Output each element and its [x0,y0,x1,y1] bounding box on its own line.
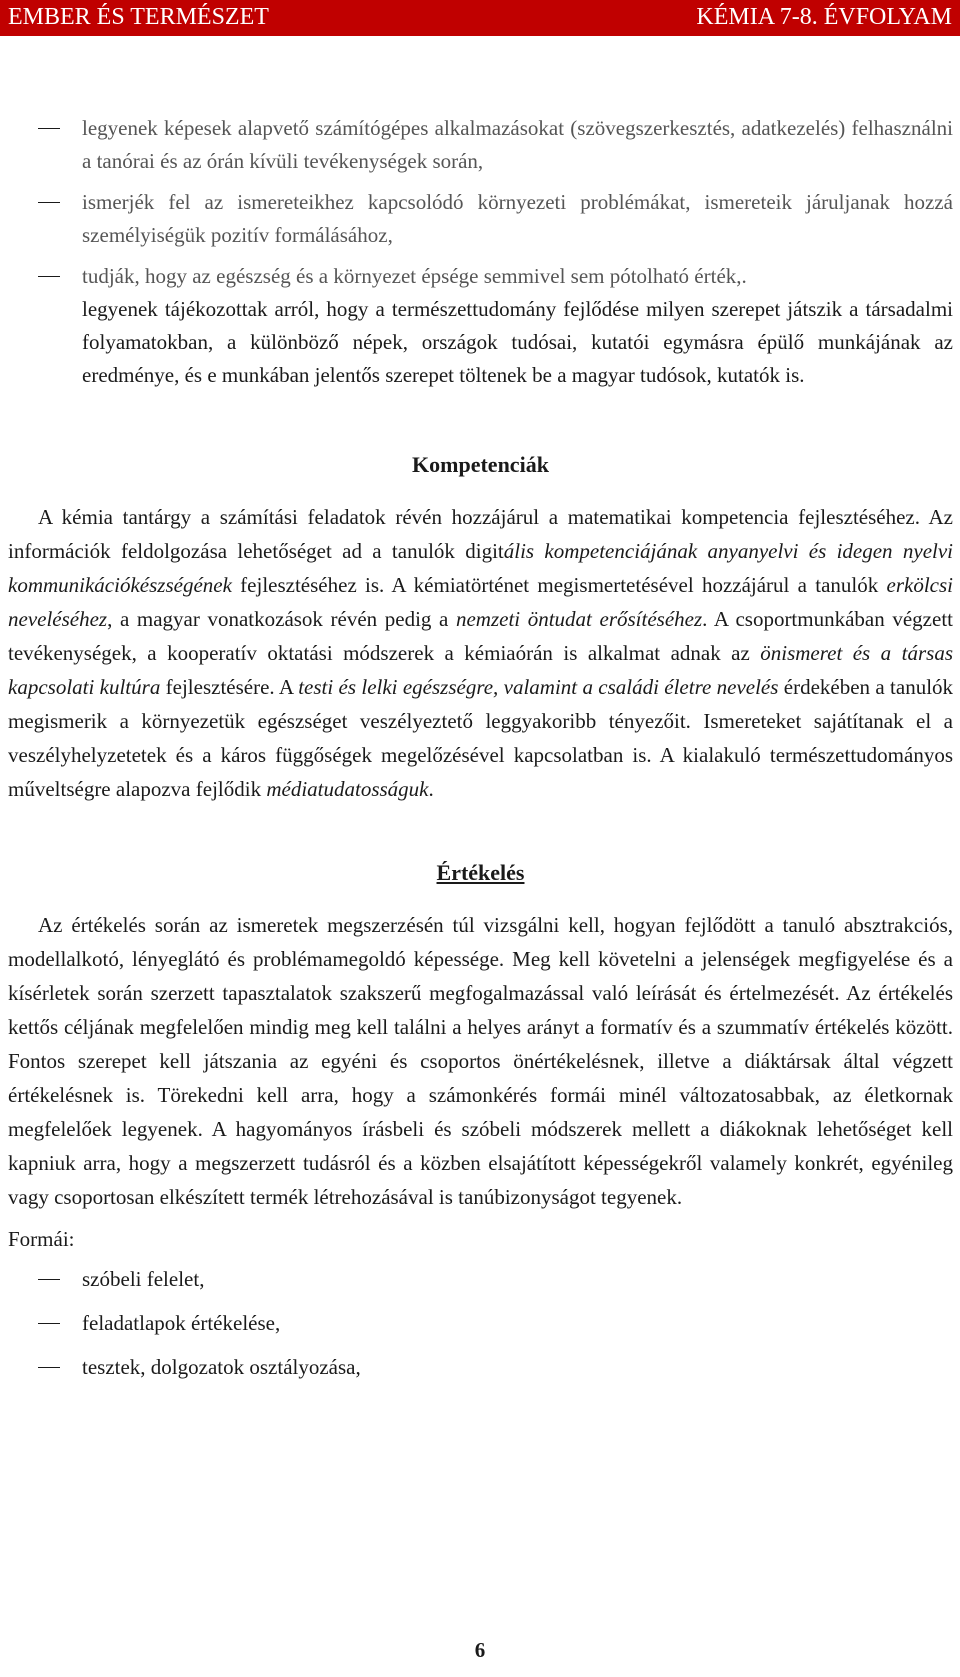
list-item: feladatlapok értékelése, [8,1306,953,1340]
page-number: 6 [474,1638,486,1662]
list-item: szóbeli felelet, [8,1262,953,1296]
goals-list [8,112,953,392]
competences-title: Kompetenciák [412,452,549,477]
header-grade: KÉMIA 7-8. ÉVFOLYAM [696,4,952,30]
goals-continuation: legyenek tájékozottak arról, hogy a természettudomány fejlődése milyen szerepet játszik a társadalmi folyamatokban, a különböző népek, országok tudósai, kutatói egymásra épülő munkájának az eredménye, és e munkában jelentős szerepet töltenek be a magyar tudósok, kutatók is. [82,297,953,387]
dash-bullet [38,202,60,203]
dash-bullet [38,1279,60,1280]
list-item: ismerjék fel az ismereteikhez kapcsolódó környezeti problémákat, ismereteik járuljanak hozzá személyiségük pozitív formálásához, [8,186,953,252]
forms-label: Formái: [8,1227,75,1251]
dash-bullet [38,1323,60,1324]
list-item: tudják, hogy az egészség és a környezet épsége semmivel sem pótolható érték,. [8,260,953,293]
page-content [8,112,953,1384]
list-item: legyenek képesek alapvető számítógépes alkalmazásokat (szövegszerkesztés, adatkezelés) felhasználni a tanórai és az órán kívüli tevékenységek során, [8,112,953,178]
evaluation-paragraph: Az értékelés során az ismeretek megszerzésén túl vizsgálni kell, hogyan fejlődött a tanuló absztrakciós, modellalkotó, lényeglátó és problémamegoldó képessége. Meg kell követelni a jelenségek megfigyelése és a kísérletek során szerzett tapasztalatok szakszerű megfogalmazással való leírását és értelmezését. Az értékelés kettős céljának megfelelően mindig meg kell találni a helyes arányt a formatív és a szummatív értékelés között. Fontos szerepet kell játszania az egyéni és csoportos önértékelésnek, illetve a diáktársak által végzett értékelésnek is. Törekedni kell arra, hogy a számonkérés formái minél változatosabbak, az életkornak megfelelőek legyenek. A hagyományos írásbeli és szóbeli módszerek mellett a diákoknak lehetőséget kell kapniuk arra, hogy a megszerzett tudásról és a közben elsajátított képességekről valamely konkrét, egyénileg vagy csoportosan elkészített termék létrehozásával is tanúbizonyságot tegyenek. [8,913,953,1209]
forms-list [8,1262,953,1384]
header-subject-area: EMBER ÉS TERMÉSZET [8,4,269,30]
dash-bullet [38,1367,60,1368]
list-item: tesztek, dolgozatok osztályozása, [8,1350,953,1384]
page-header [0,0,960,36]
competences-paragraph: A kémia tantárgy a számítási feladatok révén hozzájárul a matematikai kompetencia fejlesztéséhez. Az információk feldolgozása lehetőséget ad a tanulók digitális kompetenciájának anyanyelvi és idegen nyelvi kommunikációkészségének fejlesztéséhez is. A kémiatörténet megismertetésével hozzájárul a tanulók erkölcsi neveléséhez, a magyar vonatkozások révén pedig a nemzeti öntudat erősítéséhez. A csoportmunkában végzett tevékenységek, a kooperatív oktatási módszerek a kémiaórán is alkalmat adnak az önismeret és a társas kapcsolati kultúra fejlesztésére. A testi és lelki egészségre, valamint a családi életre nevelés érdekében a tanulók megismerik a környezetük egészséget veszélyeztető leggyakoribb tényezőit. Ismereteket sajátítanak el a veszélyhelyzetetek és a káros függőségek megelőzésével kapcsolatban is. A kialakuló természettudományos műveltségre alapozva fejlődik médiatudatosságuk. [8,505,954,801]
dash-bullet [38,276,60,277]
evaluation-title: Értékelés [436,860,525,885]
dash-bullet [38,128,60,129]
